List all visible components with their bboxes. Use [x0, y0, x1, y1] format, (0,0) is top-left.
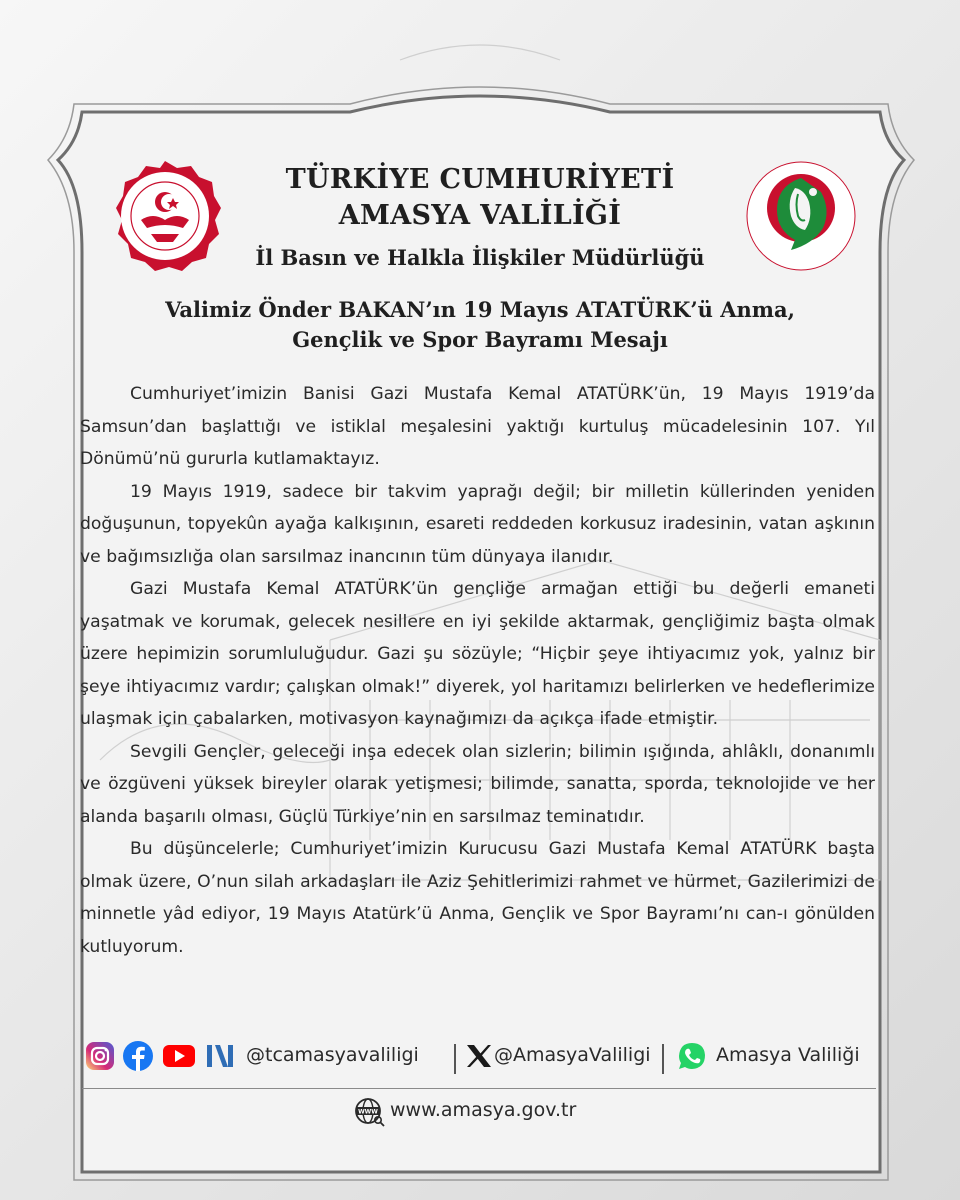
paragraph: Cumhuriyet’imizin Banisi Gazi Mustafa Kemal ATATÜRK’ün, 19 Mayıs 1919’da Samsun’dan başlattığı ve istiklal meşalesini yaktığı kurtuluş mücadelesinin 107. Yıl Dönümü’nü gururla kutlamaktayız.: [80, 384, 875, 469]
whatsapp-label[interactable]: Amasya Valiliği: [716, 1044, 860, 1066]
message-title-line-1: Valimiz Önder BAKAN’ın 19 Mayıs ATATÜRK’ü Anma,: [165, 297, 795, 322]
youtube-icon[interactable]: [162, 1040, 196, 1072]
message-title-line-2: Gençlik ve Spor Bayramı Mesajı: [292, 327, 668, 352]
paragraph: Bu düşüncelerle; Cumhuriyet’imizin Kurucusu Gazi Mustafa Kemal ATATÜRK başta olmak üzere, O’nun silah arkadaşları ile Aziz Şehitlerimizi rahmet ve hürmet, Gazilerimizi de minnetle yâd ediyor, 19 Mayıs Atatürk’ü Anma, Gençlik ve Spor Bayramı’nı can-ı gönülden kutluyorum.: [80, 839, 875, 957]
footer-divider: [82, 1088, 876, 1089]
header-line-1: TÜRKİYE CUMHURİYETİ: [285, 164, 675, 195]
facebook-icon[interactable]: [122, 1040, 154, 1072]
x-icon[interactable]: [464, 1040, 494, 1072]
social-handle[interactable]: @tcamasyavaliligi: [246, 1044, 419, 1066]
whatsapp-icon[interactable]: [676, 1040, 708, 1072]
x-handle[interactable]: @AmasyaValiligi: [494, 1044, 651, 1066]
website-link[interactable]: www.amasya.gov.tr: [390, 1099, 577, 1121]
globe-label: WWW: [358, 1108, 378, 1116]
social-footer: [84, 1040, 884, 1080]
paragraph: Sevgili Gençler, geleceği inşa edecek olan sizlerin; bilimin ışığında, ahlâklı, donanımlı ve özgüveni yüksek bireyler olarak yetişmesi; bilimde, sanatta, sporda, teknolojide ve her alanda başarılı olması, Güçlü Türkiye’nin en sarsılmaz teminatıdır.: [80, 741, 875, 827]
separator: [454, 1044, 456, 1074]
header-line-2: AMASYA VALİLİĞİ: [338, 200, 622, 231]
separator: [662, 1044, 664, 1074]
paragraph: 19 Mayıs 1919, sadece bir takvim yaprağı değil; bir milletin küllerinden yeniden doğuşunun, topyekûn ayağa kalkışının, esareti reddeden korkusuz iradesinin, vatan aşkının ve bağımsızlığa olan sarsılmaz inancının tüm dünyaya ilanıdır.: [80, 481, 875, 567]
header-department: İl Basın ve Halkla İlişkiler Müdürlüğü: [255, 245, 705, 270]
message-body: [80, 378, 875, 963]
paragraph: Gazi Mustafa Kemal ATATÜRK’ün gençliğe armağan ettiği bu değerli emaneti yaşatmak ve korumak, gelecek nesillere en iyi şekilde aktarmak, gençliğimiz başta olmak üzere hepimizin sorumluluğudur. Gazi şu sözüyle; “Hiçbir şeye ihtiyacımız yok, yalnız bir şeye ihtiyacımız vardır; çalışkan olmak!” diyerek, yol haritamızı belirlerken ve hedeflerimize ulaşmak için çabalarken, motivasyon kaynağımızı da açıkça ifade etmiştir.: [80, 579, 875, 729]
globe-icon: [354, 1097, 386, 1127]
instagram-icon[interactable]: [84, 1040, 116, 1072]
nsosyal-icon[interactable]: [204, 1040, 236, 1072]
